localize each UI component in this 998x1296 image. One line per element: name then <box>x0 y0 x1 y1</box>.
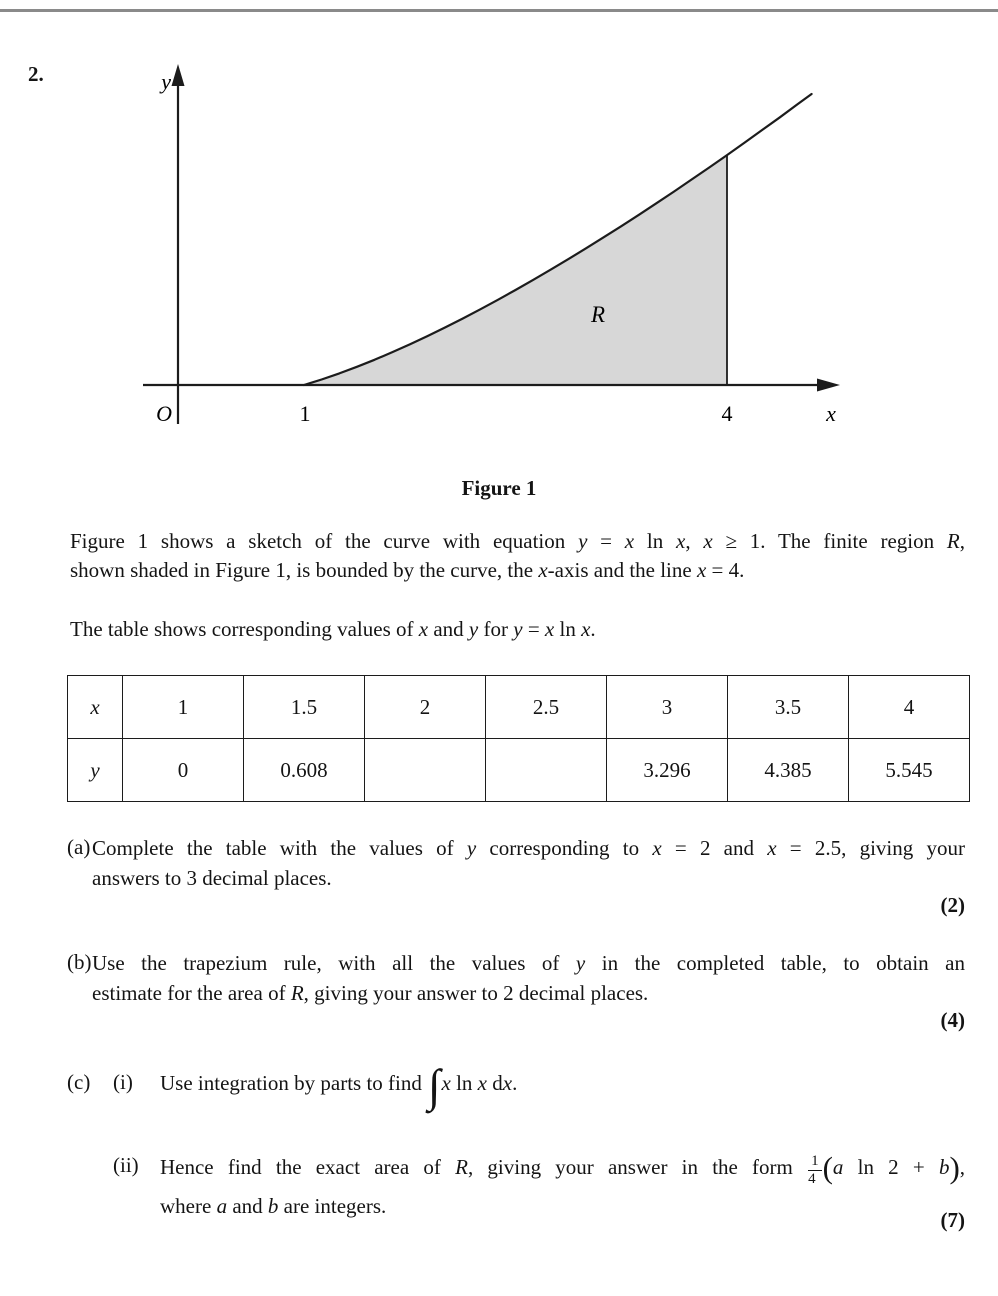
part-c-i-label: (i) <box>113 1070 133 1094</box>
intro-line-2: shown shaded in Figure 1, is bounded by the curve, the x-axis and the line x = 4. <box>70 558 745 582</box>
part-c-i-text <box>160 1060 965 1112</box>
y-value-cell: 3.296 <box>607 739 728 802</box>
close-paren: ) <box>949 1150 960 1186</box>
part-a-marks: (2) <box>940 893 965 917</box>
trailing-comma: , <box>959 1155 966 1179</box>
part-b-marks: (4) <box>940 1008 965 1032</box>
part-b-text <box>92 948 965 1008</box>
fraction-numerator: 1 <box>808 1154 822 1172</box>
part-c-ii-label: (ii) <box>113 1153 139 1177</box>
x-value-cell: 4 <box>849 676 970 739</box>
row-header-y: y <box>68 739 123 802</box>
part-a-label: (a) <box>67 835 91 859</box>
x-axis-label: x <box>826 401 836 426</box>
part-a-text <box>92 833 965 893</box>
shaded-region <box>304 155 727 385</box>
part-b-line-2: estimate for the area of R, giving your answer to 2 decimal places. <box>92 981 649 1005</box>
tick-label-1: 1 <box>299 401 311 426</box>
table-row-y <box>68 739 970 802</box>
x-value-cell: 1.5 <box>244 676 365 739</box>
table-intro: The table shows corresponding values of x and y for y = x ln x. <box>70 617 596 641</box>
part-b-label: (b) <box>67 950 92 974</box>
y-axis-label: y <box>161 69 171 94</box>
y-value-cell: 4.385 <box>728 739 849 802</box>
x-axis-arrowhead <box>817 379 840 392</box>
intro-paragraph <box>70 527 965 585</box>
open-paren: ( <box>822 1150 833 1186</box>
x-value-cell: 3 <box>607 676 728 739</box>
part-c-i-integrand: x ln x dx. <box>441 1071 518 1095</box>
x-value-cell: 3.5 <box>728 676 849 739</box>
y-value-cell: 0 <box>123 739 244 802</box>
row-header-x: x <box>68 676 123 739</box>
values-table <box>67 675 970 802</box>
figure-sketch <box>0 0 998 450</box>
y-axis-arrowhead <box>172 64 185 86</box>
y-value-cell: 0.608 <box>244 739 365 802</box>
fraction-denominator: 4 <box>808 1171 816 1188</box>
part-c-i-sentence: Use integration by parts to find <box>160 1071 422 1095</box>
x-value-cell: 1 <box>123 676 244 739</box>
x-value-cell: 2 <box>365 676 486 739</box>
part-c-marks: (7) <box>940 1208 965 1232</box>
integral-sign: ∫ <box>427 1060 441 1112</box>
part-b-line-1: Use the trapezium rule, with all the values of y in the completed table, to obtain an <box>92 951 965 975</box>
x-value-cell: 2.5 <box>486 676 607 739</box>
fraction-one-quarter <box>808 1154 822 1189</box>
part-c-ii-line-1 <box>160 1151 965 1188</box>
question-number: 2. <box>28 62 44 86</box>
table-row-x <box>68 676 970 739</box>
region-label: R <box>590 302 606 327</box>
y-value-cell: 5.545 <box>849 739 970 802</box>
part-c-ii-sentence: Hence find the exact area of R, giving your answer in the form <box>160 1155 808 1179</box>
part-a-line-2: answers to 3 decimal places. <box>92 866 332 890</box>
figure-caption: Figure 1 <box>461 476 537 500</box>
part-c-label: (c) <box>67 1070 91 1094</box>
intro-line-1: Figure 1 shows a sketch of the curve with equation y = x ln x, x ≥ 1. The finite region R, <box>70 529 965 553</box>
part-a-line-1: Complete the table with the values of y corresponding to x = 2 and x = 2.5, giving your <box>92 836 965 860</box>
origin-label: O <box>156 401 172 426</box>
y-value-cell-blank <box>365 739 486 802</box>
tick-label-4: 4 <box>721 401 733 426</box>
y-value-cell-blank <box>486 739 607 802</box>
part-c-ii-line-2: where a and b are integers. <box>160 1194 387 1219</box>
paren-content: a ln 2 + b <box>832 1155 950 1179</box>
